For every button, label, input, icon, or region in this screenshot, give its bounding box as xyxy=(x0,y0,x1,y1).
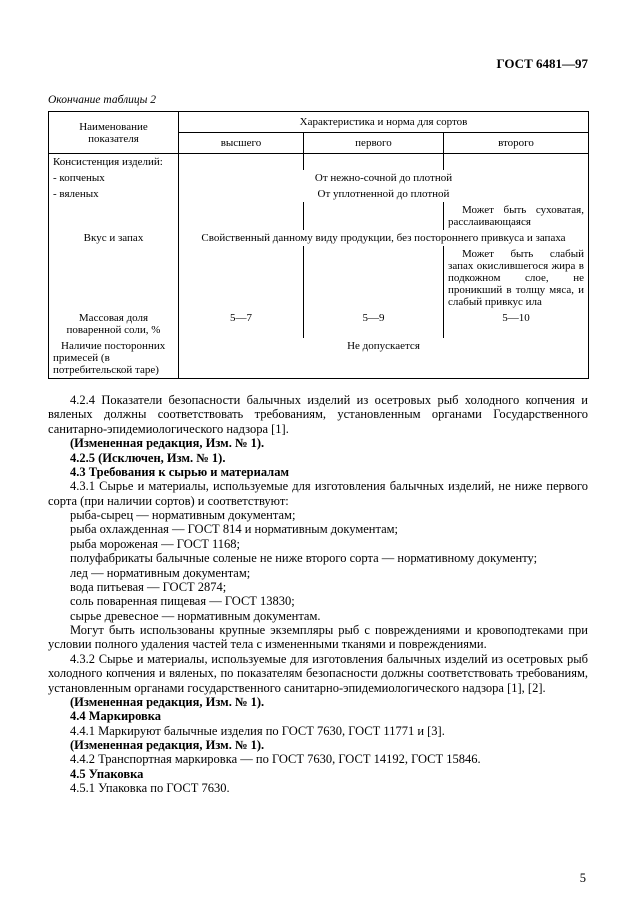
table-row xyxy=(49,246,589,310)
amendment-note: (Измененная редакция, Изм. № 1). xyxy=(70,738,265,752)
section-heading-4-5: 4.5 Упаковка xyxy=(70,766,144,781)
materials-list-item: вода питьевая — ГОСТ 2874; xyxy=(70,579,227,594)
row-label-taste-smell: Вкус и запах xyxy=(49,230,179,246)
table-cell-second-grade-note: Может быть слабый запах окислившегося жира в подкожном слое, не проникший в толщу мяса, и слабый привкус ила xyxy=(444,246,589,310)
page-number: 5 xyxy=(579,871,586,885)
paragraph-4-4-1: 4.4.1 Маркируют балычные изделия по ГОСТ 7630, ГОСТ 11771 и [3]. xyxy=(70,723,445,738)
table-header-row xyxy=(49,112,589,133)
table-row xyxy=(49,202,589,230)
paragraph-4-5-1: 4.5.1 Упаковка по ГОСТ 7630. xyxy=(70,781,230,796)
materials-list-item: соль поваренная пищевая — ГОСТ 13830; xyxy=(70,594,295,609)
paragraph-4-3-1: 4.3.1 Сырье и материалы, используемые для изготовления балычных изделий, не ниже первого сорта (при наличии сортов) и соответствуют: xyxy=(48,479,588,508)
table-cell-smoked-value: От нежно-сочной до плотной xyxy=(179,170,589,186)
table-cell-impurities-value: Не допускается xyxy=(179,338,589,379)
table-cell-empty xyxy=(444,154,589,171)
table-row xyxy=(49,186,589,202)
table-row xyxy=(49,338,589,379)
table-cell-dried-value: От уплотненной до плотной xyxy=(179,186,589,202)
table-cell-second-grade-note: Может быть суховатая, расслаивающаяся xyxy=(444,202,589,230)
paragraph-4-2-4: 4.2.4 Показатели безопасности балычных изделий из осетровых рыб холодного копчения и вяленых должны соответствовать требованиям, установленным органами Государственного санитарно-эпидемиологического надзора [1]. xyxy=(48,393,588,436)
materials-list-item: сырье древесное — нормативным документам. xyxy=(70,608,321,623)
column-header-grade-first: первого xyxy=(304,133,444,154)
paragraph-4-4-2: 4.4.2 Транспортная маркировка — по ГОСТ 7630, ГОСТ 14192, ГОСТ 15846. xyxy=(70,752,481,767)
materials-list-item: лед — нормативным документам; xyxy=(70,565,251,580)
row-label-impurities: Наличие посторонних примесей (в потребительской таре) xyxy=(49,338,179,379)
table-row xyxy=(49,310,589,338)
materials-list-item: полуфабрикаты балычные соленые не ниже второго сорта — нормативному документу; xyxy=(70,551,538,566)
table-cell-empty xyxy=(179,202,304,230)
table-cell-salt-first: 5—9 xyxy=(304,310,444,338)
table-2 xyxy=(48,111,589,379)
table-cell-empty xyxy=(49,202,179,230)
table-caption: Окончание таблицы 2 xyxy=(48,94,156,106)
materials-list-item: рыба мороженая — ГОСТ 1168; xyxy=(70,536,240,551)
column-header-grade-second: второго xyxy=(444,133,589,154)
table-cell-salt-second: 5—10 xyxy=(444,310,589,338)
paragraph-4-3-2: 4.3.2 Сырье и материалы, используемые для изготовления балычных изделий из осетровых рыб холодного копчения и вяленых, по показателям безопасности должны соответствовать требованиям, установленным органами государственного санитарно-эпидемиологического надзора [1], [2]. xyxy=(48,651,588,695)
row-label-dried: - вяленых xyxy=(49,186,179,202)
table-row xyxy=(49,230,589,246)
table-row xyxy=(49,154,589,171)
table-cell-salt-highest: 5—7 xyxy=(179,310,304,338)
table-cell-empty xyxy=(179,246,304,310)
table-cell-empty xyxy=(304,202,444,230)
amendment-note: (Измененная редакция, Изм. № 1). xyxy=(70,436,265,451)
materials-list-item: рыба-сырец — нормативным документам; xyxy=(70,508,296,522)
table-cell-empty xyxy=(49,246,179,310)
paragraph-note: Могут быть использованы крупные экземпляры рыб с повреждениями и кровоподтеками при условии полного удаления частей тела с измененными тканями и повреждениями. xyxy=(48,623,588,652)
table-cell-empty xyxy=(304,246,444,310)
amendment-note: (Измененная редакция, Изм. № 1). xyxy=(70,694,265,709)
materials-list-item: рыба охлажденная — ГОСТ 814 и нормативным документам; xyxy=(70,522,399,537)
body-text xyxy=(48,393,588,796)
section-heading-4-3: 4.3 Требования к сырью и материалам xyxy=(70,464,289,479)
table-row xyxy=(49,170,589,186)
doc-number: ГОСТ 6481—97 xyxy=(496,56,588,71)
column-header-grade-highest: высшего xyxy=(179,133,304,154)
row-label-consistency: Консистенция изделий: xyxy=(49,154,179,171)
column-header-group: Характеристика и норма для сортов xyxy=(179,112,589,133)
table-cell-empty xyxy=(179,154,304,171)
row-label-salt: Массовая доля поваренной соли, % xyxy=(49,310,179,338)
paragraph-4-2-5: 4.2.5 (Исключен, Изм. № 1). xyxy=(70,450,226,465)
section-heading-4-4: 4.4 Маркировка xyxy=(70,709,162,724)
row-label-smoked: - копченых xyxy=(49,170,179,186)
table-cell-taste-value: Свойственный данному виду продукции, без постороннего привкуса и запаха xyxy=(179,230,589,246)
table-cell-empty xyxy=(304,154,444,171)
column-header-indicator: Наименование показателя xyxy=(49,112,179,154)
